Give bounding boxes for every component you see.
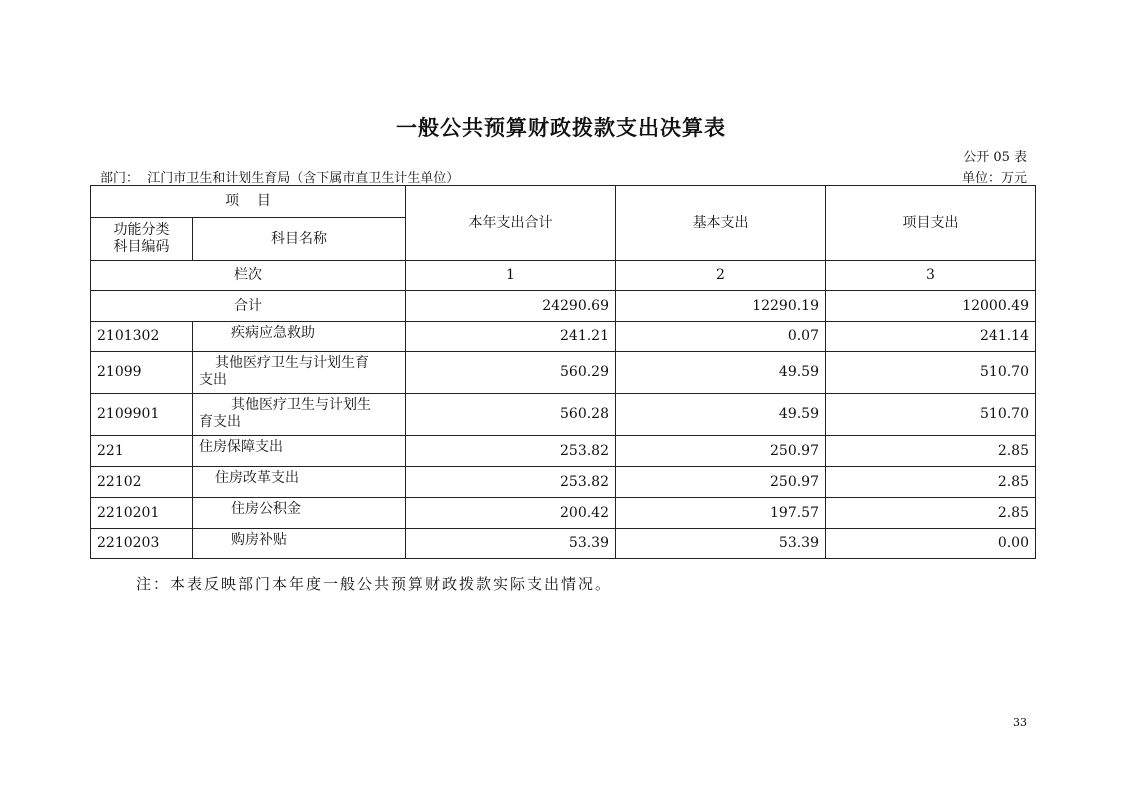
table-row (91, 322, 1036, 352)
table-row (91, 436, 1036, 467)
page-number: 33 (1013, 716, 1027, 729)
col-index-1: 1 (406, 261, 616, 291)
row-code: 221 (91, 436, 193, 467)
row-basic: 250.97 (616, 467, 826, 498)
row-total: 253.82 (406, 467, 616, 498)
row-basic: 53.39 (616, 529, 826, 559)
row-total: 560.29 (406, 352, 616, 394)
row-basic: 197.57 (616, 498, 826, 529)
col-index-3: 3 (826, 261, 1036, 291)
row-total: 253.82 (406, 436, 616, 467)
row-name: 住房改革支出 (193, 467, 406, 498)
total-project: 12000.49 (826, 291, 1036, 322)
row-total: 200.42 (406, 498, 616, 529)
total-basic: 12290.19 (616, 291, 826, 322)
row-project: 510.70 (826, 394, 1036, 436)
col-index-2: 2 (616, 261, 826, 291)
row-project: 241.14 (826, 322, 1036, 352)
footnote: 注：本表反映部门本年度一般公共预算财政拨款实际支出情况。 (136, 575, 613, 593)
header-project: 项目支出 (826, 186, 1036, 261)
row-code: 2210201 (91, 498, 193, 529)
header-func-code: 功能分类 科目编码 (91, 218, 193, 261)
header-total: 本年支出合计 (406, 186, 616, 261)
row-basic: 0.07 (616, 322, 826, 352)
row-project: 2.85 (826, 498, 1036, 529)
row-name: 住房保障支出 (193, 436, 406, 467)
table-row (91, 394, 1036, 436)
department-label: 部门： 江门市卫生和计划生育局（含下属市直卫生计生单位） (100, 171, 460, 186)
table-row (91, 352, 1036, 394)
table-row (91, 498, 1036, 529)
document-title: 一般公共预算财政拨款支出决算表 (396, 115, 726, 140)
row-total: 241.21 (406, 322, 616, 352)
row-code: 21099 (91, 352, 193, 394)
header-subject-name: 科目名称 (193, 218, 406, 261)
row-basic: 250.97 (616, 436, 826, 467)
row-name: 疾病应急救助 (193, 322, 406, 352)
row-name: 购房补贴 (193, 529, 406, 559)
row-basic: 49.59 (616, 352, 826, 394)
table-row (91, 467, 1036, 498)
header-item: 项 目 (91, 186, 406, 218)
row-project: 0.00 (826, 529, 1036, 559)
row-index-label: 栏次 (91, 261, 406, 291)
row-name: 其他医疗卫生与计划生育 支出 (193, 352, 406, 394)
row-code: 2101302 (91, 322, 193, 352)
row-name: 住房公积金 (193, 498, 406, 529)
row-project: 2.85 (826, 467, 1036, 498)
row-name: 其他医疗卫生与计划生 育支出 (193, 394, 406, 436)
row-code: 2109901 (91, 394, 193, 436)
unit-label: 单位：万元 (961, 171, 1027, 186)
row-basic: 49.59 (616, 394, 826, 436)
row-code: 2210203 (91, 529, 193, 559)
row-code: 22102 (91, 467, 193, 498)
row-project: 510.70 (826, 352, 1036, 394)
header-basic: 基本支出 (616, 186, 826, 261)
row-project: 2.85 (826, 436, 1036, 467)
total-label: 合计 (91, 291, 406, 322)
row-total: 560.28 (406, 394, 616, 436)
table-row (91, 529, 1036, 559)
form-number: 公开 05 表 (963, 150, 1027, 165)
expenditure-table (90, 185, 1036, 559)
total-sum: 24290.69 (406, 291, 616, 322)
row-total: 53.39 (406, 529, 616, 559)
